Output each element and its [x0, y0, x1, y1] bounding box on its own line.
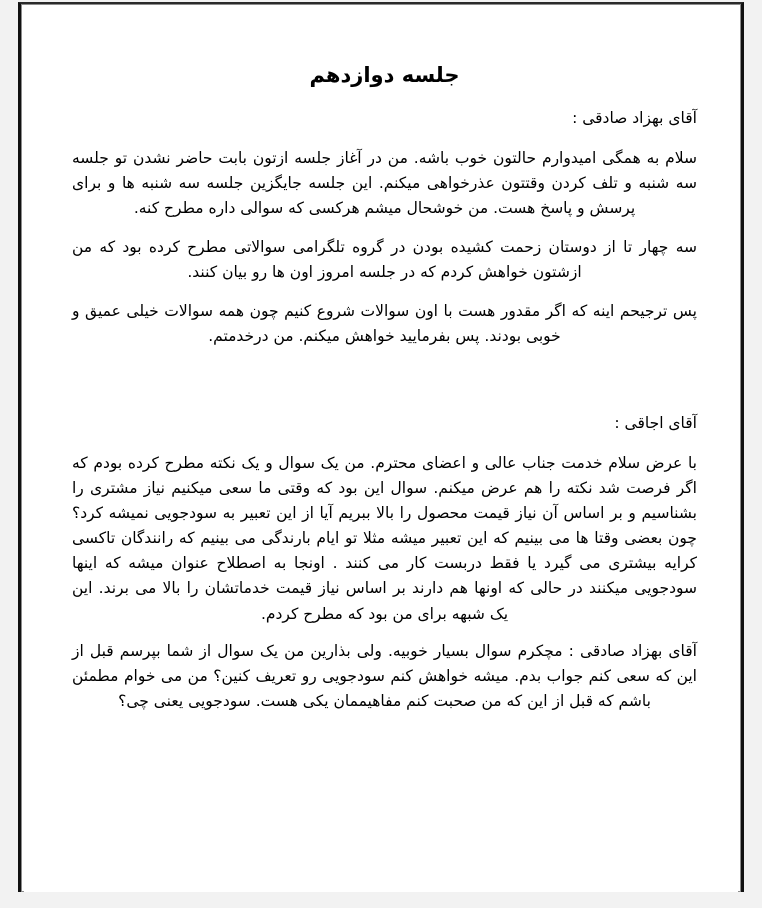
page-title [72, 6, 697, 88]
page-title-text: جلسه دوازدهم [309, 63, 460, 87]
paragraph-preference-start: پس ترجیحم اینه که اگر مقدور هست با اون سوالات شروع کنیم چون همه سوالات خیلی عمیق و خوبی بودند. پس بفرمایید خواهش میکنم. من درخدمتم. [72, 302, 697, 346]
section-gap [72, 349, 697, 393]
speaker-label-ojaghi: آقای اجاقی : [614, 414, 697, 433]
speaker-label-behzad-sadeghi-1: آقای بهزاد صادقی : [572, 109, 697, 128]
paragraph-telegram-questions: سه چهار تا از دوستان زحمت کشیده بودن در گروه تلگرامی سوالاتی مطرح کرده بود که من ازشتون خواهش کردم که در جلسه امروز اون ها رو بیان کنند. [72, 237, 697, 282]
document-body [72, 6, 697, 892]
paragraph-sadeghi-reply: آقای بهزاد صادقی : مچکرم سوال بسیار خوبیه. ولی بذارین من یک سوال از شما بپرسم قبل از این که سعی کنم جواب بدم. میشه خواهش کنم سودجویی رو تعریف کنین؟ من می خوام مطمئن باشم که قبل از این که من صحبت کنم مفاهیممان یکی هست. سودجویی یعنی چی؟ [72, 641, 697, 710]
paragraph-greeting: سلام به همگی امیدوارم حالتون خوب باشه. من در آغاز جلسه ازتون بابت حاضر نشدن تو جلسه سه شنبه و تلف کردن وقتتون عذرخواهی میکنم. این جلسه جایگزین جلسه سه شنبه ها و برای پرسش و پاسخ هست. من خوشحال میشم هرکسی که سوالی داره مطرح کنه. [72, 148, 697, 217]
paragraph-ojaghi-question: با عرض سلام خدمت جناب عالی و اعضای محترم. من یک سوال و یک نکته مطرح کرده بودم که اگر فرصت شد نکته را هم عرض میکنم. سوال این بود که وقتی ما سعی میکنیم نیاز مشتری را بشناسیم و بر اساس آن نیاز قیمت محصول را بالا ببریم آیا از این تعبیر به سودجویی نمیشه کرد؟ چون بعضی وقتا ها می بینیم که این تعبیر میشه مثلا تو ایام بارندگی می بینیم که رانندگان تاکسی کرایه بیشتری می گیرد یا فقط دربست کار می کنند . اونجا به اصطلاح عنوان میشه که اینها سودجویی میکنند در حالی که اونها هم دارند بر اساس نیاز قیمت خدماتشان را بالا می برند. این یک شبهه برای من بود که مطرح کردم. [72, 453, 697, 623]
document-page [24, 6, 738, 892]
